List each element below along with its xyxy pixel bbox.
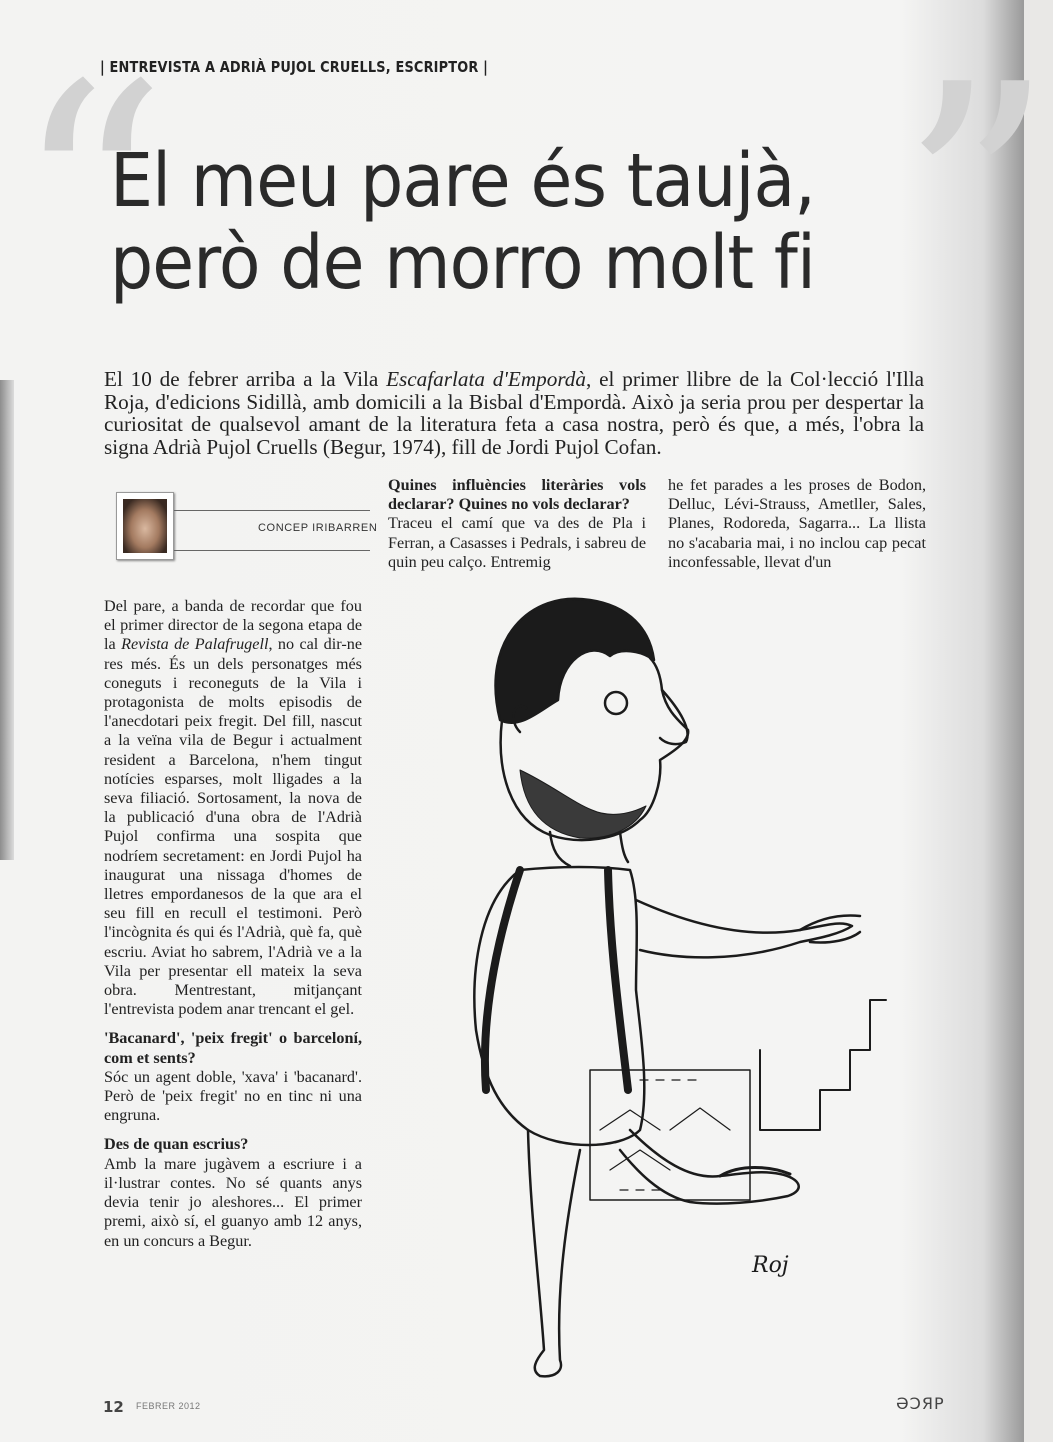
lead-text-2: , el primer llibre de la Col·lecció l'Illa Roja, d'edicions Sidillà, amb domicili a la Bisbal d'Empordà. Això ja seria prou per despertar la curiositat de qualsevol amant de la literatura feta a casa nostra, però és que, a més, l'obra la signa Adrià Pujol Cruells (Begur, 1974), fill de Jordi Pujol Cofan. — [104, 367, 925, 459]
section-kicker: | ENTREVISTA A ADRIÀ PUJOL CRUELLS, ESCRIPTOR | — [100, 58, 489, 76]
illustrator-signature: Roj — [752, 1253, 789, 1278]
answer-1: Sóc un agent doble, 'xava' i 'bacanard'. Però de 'peix fregit' no en tinc ni una engruna. — [104, 1067, 362, 1125]
author-photo — [116, 492, 174, 560]
byline: CONCEP IRIBARREN — [258, 522, 378, 534]
caricature-glasses — [605, 692, 627, 714]
headline-line-1: El meu pare és taujà, — [110, 138, 816, 224]
page-edge-shadow — [0, 380, 14, 860]
byline-rule-top — [174, 510, 370, 511]
open-quote-mark: “ — [14, 21, 168, 370]
column-1 — [104, 597, 362, 1251]
caricature-leg-front — [620, 1130, 799, 1204]
caricature-beard — [520, 770, 646, 838]
issue-date: FEBRER 2012 — [136, 1401, 201, 1411]
answer-2: Amb la mare jugàvem a escriure i a il·lustrar contes. No sé quants anys devia tenir jo aleshores... El primer premi, això sí, el guanyo amb 12 anys, en un concurs a Begur. — [104, 1154, 362, 1250]
caricature-arm — [636, 900, 852, 957]
question-2: Des de quan escrius? — [104, 1135, 249, 1154]
intro-text-2: , no cal dir-ne res més. És un dels personatges més coneguts i reconeguts de la Vila i protagonista de molts episodis de l'anecdotari peix fregit. Del fill, nascut a la veïna vila de Begur i actualment resident a Barcelona, n'hem tingut notícies esparses, molt lligades a la seva filiació. Sortosament, la nova de la publicació d'una obra de l'Adrià Pujol confirma una sospita que nodríem secretament: en Jordi Pujol ha inaugurat una nissaga d'homes de lletres empordanesos de la que ara el seu fill en recull el testimoni. Però l'incògnita és qui és l'Adrià, què fa, què escriu. Aviat ho sabrem, l'Adrià ve a la Vila per presentar ell mateix la seva obra. Mentrestant, mitjançant l'entrevista podem anar trencant el gel. — [104, 635, 362, 1019]
caricature-stairs — [760, 1000, 886, 1130]
headline — [110, 140, 883, 304]
caricature-suspender-right — [608, 870, 628, 1090]
question-1: 'Bacanard', 'peix fregit' o barceloní, com et sents? — [104, 1029, 362, 1067]
lead-book-title: Escafarlata d'Empordà — [386, 367, 586, 391]
headline-line-2: però de morro molt fi — [110, 220, 815, 306]
lead-paragraph — [104, 368, 924, 458]
author-face — [123, 499, 167, 553]
caricature-leg-back — [528, 1130, 580, 1376]
column-3 — [668, 476, 926, 572]
answer-3-continued: he fet parades a les proses de Bodon, Delluc, Lévi-Strauss, Ametller, Sales, Planes, Rodoreda, Sagarra... La llista no s'acabaria mai, i no inclou cap pecat inconfessable, llevat d'un — [668, 476, 926, 571]
caricature-hair — [496, 599, 654, 723]
magazine-name: Revista de Palafrugell — [121, 635, 269, 654]
intro-paragraph — [104, 597, 362, 1019]
magazine-logo: ƏƆЯP — [896, 1394, 945, 1413]
close-quote-mark: ” — [900, 21, 1053, 370]
town-buildings — [590, 1070, 750, 1200]
intro-text-1: Del pare, a banda de recordar que fou el primer director de la segona etapa de la — [104, 597, 362, 654]
page-number: 12 — [103, 1398, 124, 1416]
caricature-suspender-left — [485, 870, 520, 1090]
answer-3: Traceu el camí que va des de Pla i Ferran, a Casasses i Pedrals, i sabreu de quin peu calço. Entremig — [388, 514, 646, 571]
caricature-illustration — [440, 570, 890, 1380]
column-2 — [388, 476, 646, 572]
author-box — [110, 492, 378, 562]
question-3: Quines influències literàries vols declarar? Quines no vols declarar? — [388, 476, 646, 514]
byline-rule-bottom — [174, 550, 370, 551]
lead-text-1: El 10 de febrer arriba a la Vila — [104, 367, 387, 391]
